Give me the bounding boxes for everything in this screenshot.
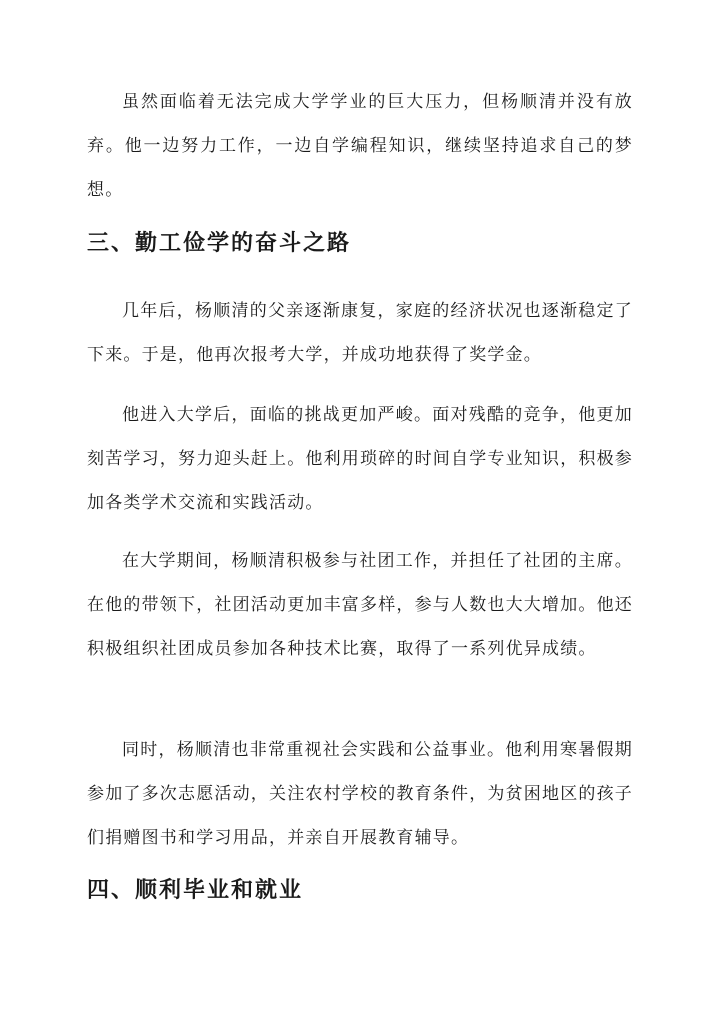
paragraph-university-challenges: 他进入大学后，面临的挑战更加严峻。面对残酷的竞争，他更加刻苦学习，努力迎头赶上。他利用琐碎的时间自学专业知识，积极参加各类学术交流和实践活动。 <box>87 405 633 513</box>
paragraph-club-leadership: 在大学期间，杨顺清积极参与社团工作，并担任了社团的主席。在他的带领下，社团活动更加丰富多样，参与人数也大大增加。他还积极组织社团成员参加各种技术比赛，取得了一系列优异成绩。 <box>87 551 633 659</box>
section-heading-work-study: 三、勤工俭学的奋斗之路 <box>87 230 352 256</box>
paragraph-social-practice: 同时，杨顺清也非常重视社会实践和公益事业。他利用寒暑假期参加了多次志愿活动，关注农村学校的教育条件，为贫困地区的孩子们捐赠图书和学习用品，并亲自开展教育辅导。 <box>87 740 633 848</box>
paragraph-perseverance: 虽然面临着无法完成大学学业的巨大压力，但杨顺清并没有放弃。他一边努力工作，一边自学编程知识，继续坚持追求自己的梦想。 <box>87 92 633 200</box>
section-heading-graduation-employment: 四、顺利毕业和就业 <box>87 877 304 903</box>
paragraph-return-to-university: 几年后，杨顺清的父亲逐渐康复，家庭的经济状况也逐渐稳定了下来。于是，他再次报考大学，并成功地获得了奖学金。 <box>87 301 633 365</box>
